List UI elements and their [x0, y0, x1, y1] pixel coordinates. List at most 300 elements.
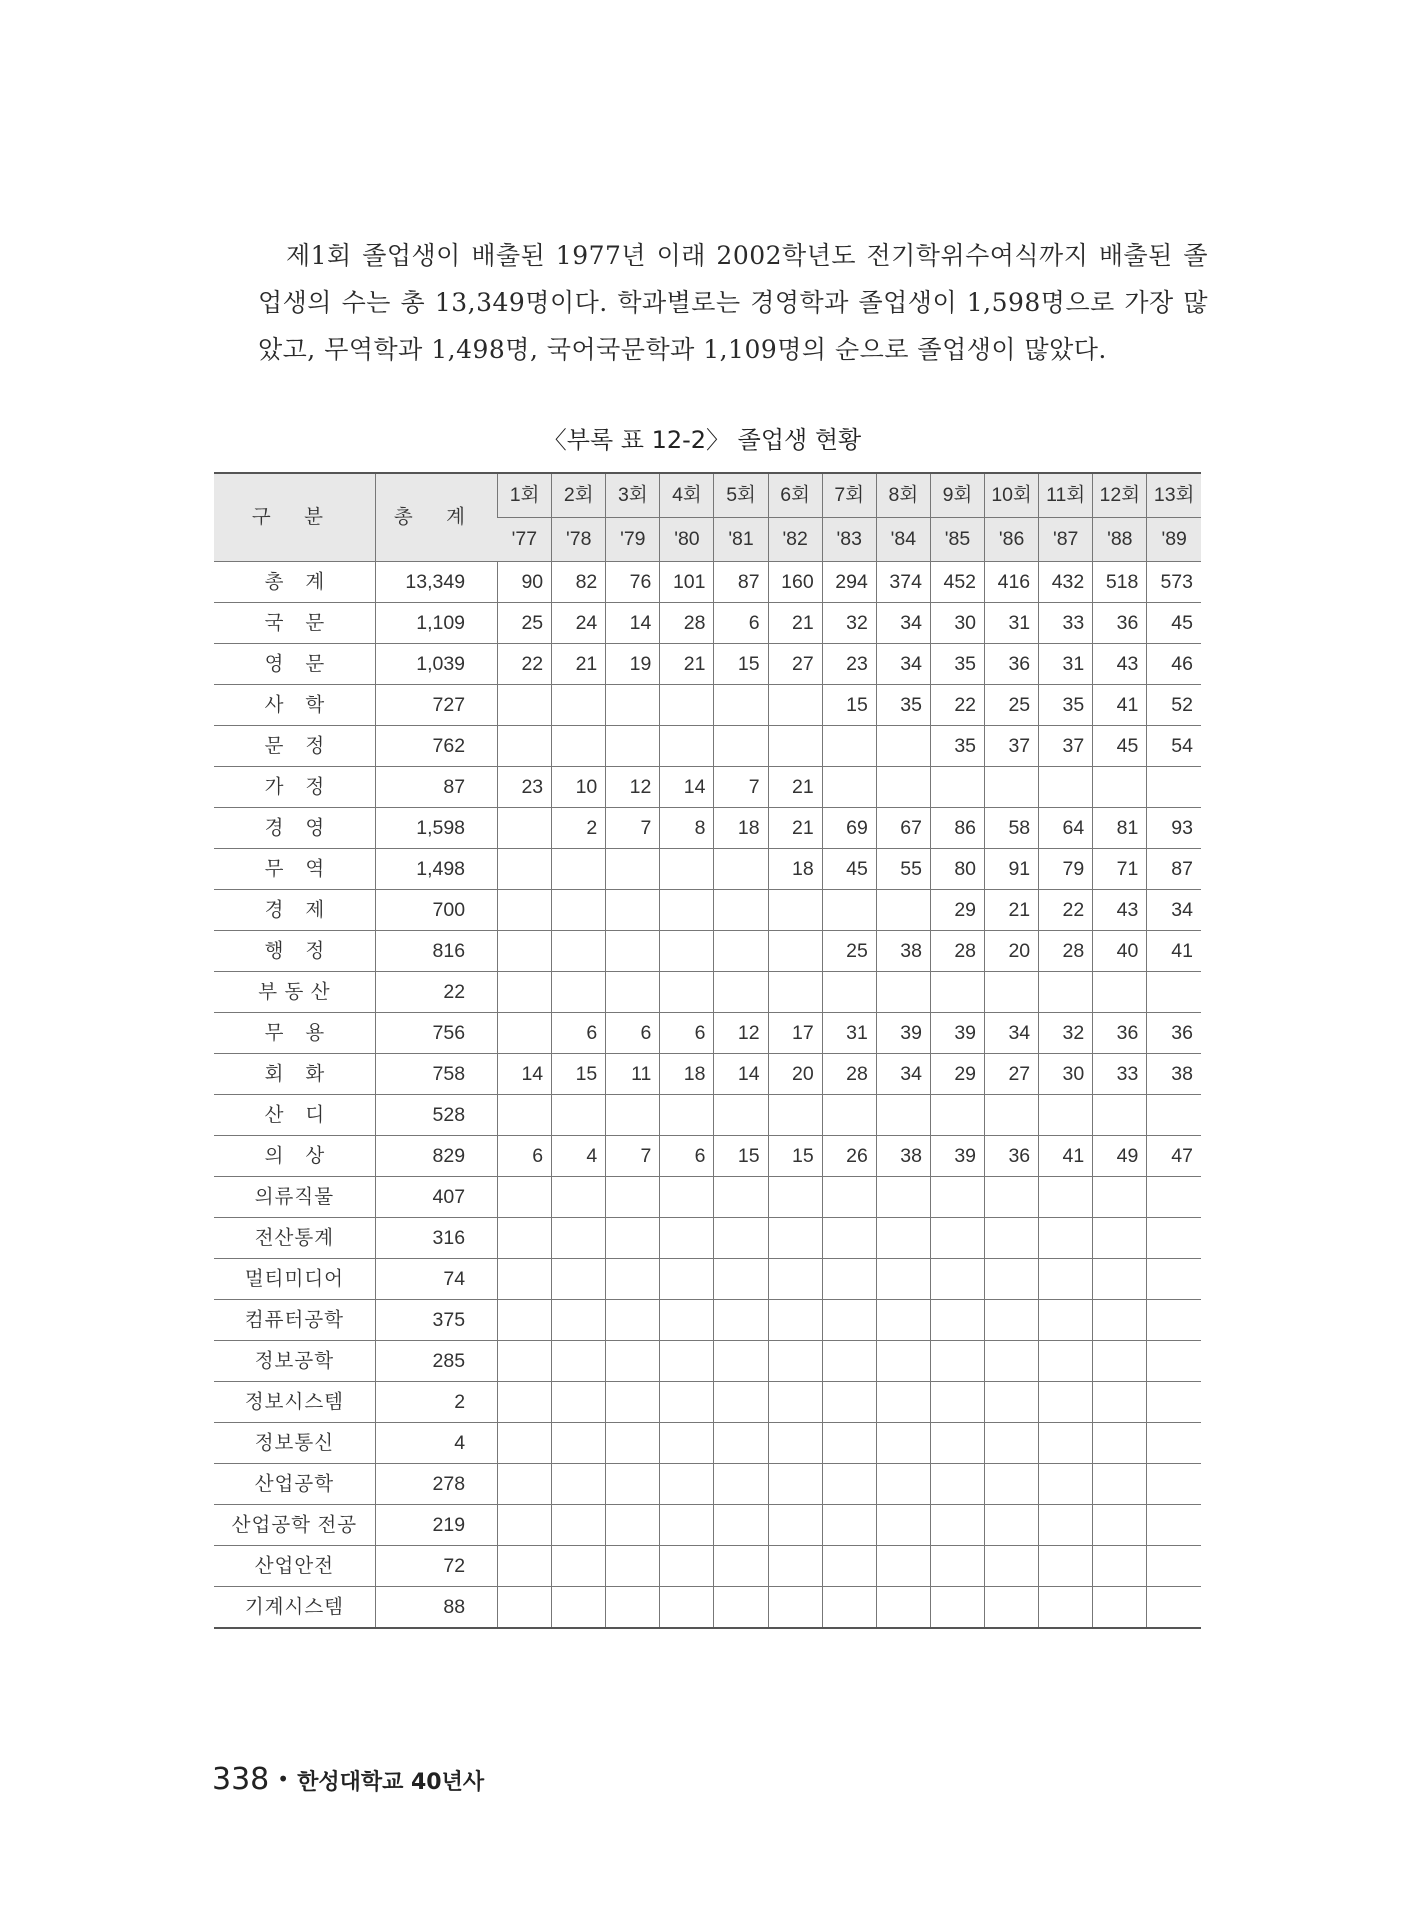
department-total: 87 — [375, 767, 497, 808]
department-total: 88 — [375, 1587, 497, 1629]
graduate-count-cell — [660, 1259, 714, 1300]
graduate-count-cell — [660, 1546, 714, 1587]
graduate-count-cell — [606, 1341, 660, 1382]
graduate-count-cell — [1039, 1464, 1093, 1505]
graduate-count-cell: 28 — [1039, 931, 1093, 972]
graduate-count-cell — [822, 1095, 876, 1136]
graduate-count-cell — [768, 685, 822, 726]
graduate-count-cell — [552, 1546, 606, 1587]
department-total: 407 — [375, 1177, 497, 1218]
graduate-count-cell — [552, 1382, 606, 1423]
graduate-count-cell — [930, 1505, 984, 1546]
graduate-count-cell — [768, 1218, 822, 1259]
graduate-count-cell — [930, 767, 984, 808]
graduate-count-cell — [660, 1587, 714, 1629]
graduate-count-cell — [714, 1341, 768, 1382]
session-header: 7회 — [822, 473, 876, 518]
graduate-count-cell: 52 — [1147, 685, 1201, 726]
table-row — [214, 931, 1201, 972]
graduate-count-cell: 432 — [1039, 562, 1093, 603]
department-total: 528 — [375, 1095, 497, 1136]
graduate-count-cell: 24 — [552, 603, 606, 644]
graduate-count-cell: 6 — [660, 1136, 714, 1177]
table-row — [214, 1177, 1201, 1218]
graduate-count-cell — [822, 890, 876, 931]
graduate-count-cell — [714, 931, 768, 972]
graduate-count-cell: 34 — [876, 644, 930, 685]
graduate-count-cell — [1039, 1259, 1093, 1300]
graduate-count-cell — [1039, 1300, 1093, 1341]
category-header: 구 분 — [214, 473, 375, 562]
graduate-count-cell — [822, 1505, 876, 1546]
graduate-count-cell: 7 — [606, 808, 660, 849]
year-header: '86 — [985, 518, 1039, 562]
department-name: 멀티미디어 — [214, 1259, 375, 1300]
graduate-count-cell — [1147, 1546, 1201, 1587]
graduate-count-cell: 12 — [714, 1013, 768, 1054]
graduate-count-cell — [822, 1341, 876, 1382]
graduate-count-cell — [822, 1177, 876, 1218]
graduate-count-cell: 30 — [1039, 1054, 1093, 1095]
year-header: '82 — [768, 518, 822, 562]
graduate-count-cell — [498, 931, 552, 972]
graduate-count-cell — [876, 890, 930, 931]
graduate-count-cell: 20 — [768, 1054, 822, 1095]
year-header: '83 — [822, 518, 876, 562]
graduate-count-cell: 6 — [660, 1013, 714, 1054]
table-caption: 〈부록 표 12-2〉 졸업생 현황 — [542, 426, 862, 454]
graduate-count-cell — [498, 1177, 552, 1218]
graduate-count-cell — [714, 1095, 768, 1136]
graduate-count-cell — [1093, 1587, 1147, 1629]
graduate-count-cell — [1093, 1382, 1147, 1423]
graduate-count-cell: 22 — [1039, 890, 1093, 931]
graduate-count-cell: 14 — [660, 767, 714, 808]
graduate-count-cell: 38 — [876, 1136, 930, 1177]
department-name: 영문 — [214, 644, 375, 685]
graduate-count-cell — [1093, 972, 1147, 1013]
footer-bullet: • — [277, 1767, 290, 1791]
graduate-count-cell: 15 — [822, 685, 876, 726]
graduate-count-cell — [985, 1546, 1039, 1587]
graduate-count-cell: 39 — [930, 1013, 984, 1054]
graduate-count-cell: 294 — [822, 562, 876, 603]
graduate-count-cell — [822, 1423, 876, 1464]
graduate-count-cell: 71 — [1093, 849, 1147, 890]
graduate-count-cell: 35 — [930, 726, 984, 767]
graduate-count-cell: 32 — [1039, 1013, 1093, 1054]
table-row — [214, 1546, 1201, 1587]
graduate-count-cell — [1147, 1587, 1201, 1629]
graduate-count-cell — [498, 1300, 552, 1341]
year-header: '78 — [552, 518, 606, 562]
graduate-count-cell — [985, 1382, 1039, 1423]
graduate-count-cell: 67 — [876, 808, 930, 849]
graduate-count-cell: 36 — [985, 1136, 1039, 1177]
graduate-count-cell — [768, 1587, 822, 1629]
graduate-count-cell: 18 — [768, 849, 822, 890]
graduate-count-cell: 28 — [660, 603, 714, 644]
department-total: 816 — [375, 931, 497, 972]
graduate-count-cell — [876, 726, 930, 767]
graduate-count-cell — [985, 1341, 1039, 1382]
graduate-count-cell — [552, 1423, 606, 1464]
graduate-count-cell — [714, 849, 768, 890]
department-total: 1,498 — [375, 849, 497, 890]
graduate-count-cell: 23 — [498, 767, 552, 808]
graduate-count-cell: 15 — [768, 1136, 822, 1177]
graduate-count-cell — [660, 1423, 714, 1464]
graduate-count-cell — [985, 1218, 1039, 1259]
graduate-count-cell — [606, 1300, 660, 1341]
graduate-count-cell — [660, 972, 714, 1013]
graduate-count-cell — [822, 1300, 876, 1341]
graduate-count-cell — [660, 685, 714, 726]
graduate-count-cell: 55 — [876, 849, 930, 890]
graduate-count-cell: 2 — [552, 808, 606, 849]
graduate-count-cell — [498, 1259, 552, 1300]
graduate-count-cell: 22 — [498, 644, 552, 685]
graduate-count-cell: 14 — [498, 1054, 552, 1095]
graduate-count-cell — [1147, 1259, 1201, 1300]
graduate-count-cell — [822, 1464, 876, 1505]
graduate-count-cell: 31 — [822, 1013, 876, 1054]
graduate-count-cell — [606, 1177, 660, 1218]
department-name: 행정 — [214, 931, 375, 972]
session-header: 10회 — [985, 473, 1039, 518]
graduate-count-cell — [1039, 1587, 1093, 1629]
graduate-count-cell — [768, 1300, 822, 1341]
graduate-count-cell — [714, 1259, 768, 1300]
graduate-count-cell — [498, 1587, 552, 1629]
graduate-count-cell — [714, 685, 768, 726]
year-header: '81 — [714, 518, 768, 562]
graduate-count-cell: 34 — [985, 1013, 1039, 1054]
graduate-count-cell: 14 — [714, 1054, 768, 1095]
graduate-count-cell — [768, 1423, 822, 1464]
graduate-count-cell — [498, 972, 552, 1013]
graduate-count-cell — [552, 849, 606, 890]
table-row — [214, 890, 1201, 931]
graduate-count-cell — [1039, 972, 1093, 1013]
graduate-count-cell: 518 — [1093, 562, 1147, 603]
graduate-count-cell: 14 — [606, 603, 660, 644]
table-row — [214, 849, 1201, 890]
graduate-count-cell — [1093, 1259, 1147, 1300]
graduate-count-cell: 58 — [985, 808, 1039, 849]
graduate-count-cell — [1093, 1095, 1147, 1136]
graduate-count-cell — [552, 1505, 606, 1546]
graduate-count-cell — [985, 1259, 1039, 1300]
graduate-count-cell: 6 — [714, 603, 768, 644]
graduate-count-cell: 26 — [822, 1136, 876, 1177]
graduate-count-cell: 27 — [768, 644, 822, 685]
table-row — [214, 808, 1201, 849]
table-row — [214, 1054, 1201, 1095]
table-row — [214, 1464, 1201, 1505]
table-row — [214, 1341, 1201, 1382]
session-header: 12회 — [1093, 473, 1147, 518]
graduate-count-cell — [606, 972, 660, 1013]
graduate-count-cell — [930, 1177, 984, 1218]
department-name: 회화 — [214, 1054, 375, 1095]
graduate-count-cell — [498, 1013, 552, 1054]
graduate-count-cell: 39 — [876, 1013, 930, 1054]
graduate-count-cell — [714, 972, 768, 1013]
session-header: 13회 — [1147, 473, 1201, 518]
graduate-count-cell — [552, 1095, 606, 1136]
graduate-count-cell — [822, 1546, 876, 1587]
graduate-count-cell: 47 — [1147, 1136, 1201, 1177]
department-total: 375 — [375, 1300, 497, 1341]
year-header: '87 — [1039, 518, 1093, 562]
department-total: 72 — [375, 1546, 497, 1587]
graduate-count-cell: 37 — [985, 726, 1039, 767]
graduate-count-cell — [606, 1259, 660, 1300]
department-name: 정보시스템 — [214, 1382, 375, 1423]
graduate-count-cell: 101 — [660, 562, 714, 603]
graduate-count-cell: 7 — [606, 1136, 660, 1177]
department-name: 의류직물 — [214, 1177, 375, 1218]
graduate-count-cell — [930, 1259, 984, 1300]
graduate-count-cell — [714, 1218, 768, 1259]
graduate-count-cell — [768, 972, 822, 1013]
intro-text — [258, 232, 1208, 373]
graduate-count-cell — [660, 931, 714, 972]
graduate-count-cell — [1039, 767, 1093, 808]
graduate-count-cell — [660, 1382, 714, 1423]
graduate-count-cell: 15 — [714, 644, 768, 685]
graduate-count-cell: 38 — [1147, 1054, 1201, 1095]
table-row — [214, 562, 1201, 603]
graduate-count-cell — [498, 685, 552, 726]
graduate-count-cell — [930, 1300, 984, 1341]
graduate-count-cell — [930, 1341, 984, 1382]
graduate-count-cell — [1147, 767, 1201, 808]
graduate-count-cell: 20 — [985, 931, 1039, 972]
session-header: 6회 — [768, 473, 822, 518]
graduate-count-cell — [768, 1259, 822, 1300]
table-row — [214, 603, 1201, 644]
department-name: 정보공학 — [214, 1341, 375, 1382]
graduate-count-cell — [606, 1546, 660, 1587]
graduate-count-cell — [498, 1341, 552, 1382]
graduate-count-cell: 21 — [768, 767, 822, 808]
graduate-count-cell — [552, 1587, 606, 1629]
graduate-count-cell: 46 — [1147, 644, 1201, 685]
table-row — [214, 1013, 1201, 1054]
graduate-count-cell — [985, 1505, 1039, 1546]
session-header: 1회 — [498, 473, 552, 518]
graduate-count-cell — [1147, 1177, 1201, 1218]
graduate-count-cell — [1093, 1505, 1147, 1546]
department-name: 경제 — [214, 890, 375, 931]
department-total: 285 — [375, 1341, 497, 1382]
graduate-count-cell — [1039, 1505, 1093, 1546]
graduate-count-cell — [498, 890, 552, 931]
graduate-count-cell: 35 — [930, 644, 984, 685]
graduate-count-cell — [1147, 1218, 1201, 1259]
graduate-count-cell: 93 — [1147, 808, 1201, 849]
graduate-count-cell: 6 — [552, 1013, 606, 1054]
table-row — [214, 972, 1201, 1013]
table-row — [214, 1136, 1201, 1177]
graduate-count-cell — [552, 1341, 606, 1382]
department-name: 산업공학 전공 — [214, 1505, 375, 1546]
graduate-count-cell — [1147, 1095, 1201, 1136]
graduate-count-cell: 76 — [606, 562, 660, 603]
session-header: 11회 — [1039, 473, 1093, 518]
graduate-count-cell — [985, 972, 1039, 1013]
graduate-count-cell — [660, 726, 714, 767]
session-header: 9회 — [930, 473, 984, 518]
graduate-count-cell — [552, 1464, 606, 1505]
department-total: 219 — [375, 1505, 497, 1546]
session-header: 4회 — [660, 473, 714, 518]
book-title: 한성대학교 40년사 — [297, 1770, 485, 1795]
graduate-count-cell — [606, 1464, 660, 1505]
graduate-count-cell — [606, 1423, 660, 1464]
graduate-count-cell — [498, 1546, 552, 1587]
graduate-count-cell: 39 — [930, 1136, 984, 1177]
graduate-count-cell — [930, 1464, 984, 1505]
year-header: '85 — [930, 518, 984, 562]
graduate-count-cell — [876, 1218, 930, 1259]
graduate-count-cell — [552, 1259, 606, 1300]
department-total: 762 — [375, 726, 497, 767]
graduate-count-cell — [768, 1382, 822, 1423]
table-row — [214, 1423, 1201, 1464]
graduate-count-cell — [1039, 1382, 1093, 1423]
graduate-count-cell: 21 — [768, 603, 822, 644]
department-name: 부 동 산 — [214, 972, 375, 1013]
graduate-count-cell: 38 — [876, 931, 930, 972]
department-total: 316 — [375, 1218, 497, 1259]
graduate-count-cell — [714, 1300, 768, 1341]
graduate-count-cell — [498, 849, 552, 890]
department-total: 1,039 — [375, 644, 497, 685]
department-name: 컴퓨터공학 — [214, 1300, 375, 1341]
graduate-count-cell — [552, 1300, 606, 1341]
graduate-count-cell — [660, 1300, 714, 1341]
graduate-count-cell: 8 — [660, 808, 714, 849]
graduate-count-cell — [768, 931, 822, 972]
graduate-count-cell: 37 — [1039, 726, 1093, 767]
graduate-count-cell — [876, 1587, 930, 1629]
department-name: 총계 — [214, 562, 375, 603]
graduate-count-cell: 18 — [660, 1054, 714, 1095]
graduate-count-cell: 23 — [822, 644, 876, 685]
graduate-count-cell — [606, 1587, 660, 1629]
graduate-count-cell — [768, 1546, 822, 1587]
graduate-count-cell — [1039, 1095, 1093, 1136]
graduate-count-cell — [768, 1505, 822, 1546]
graduate-count-cell — [876, 1464, 930, 1505]
graduate-count-cell — [714, 726, 768, 767]
table-row — [214, 1587, 1201, 1629]
graduate-count-cell — [498, 1382, 552, 1423]
graduate-count-cell — [822, 1259, 876, 1300]
graduate-count-cell — [876, 1546, 930, 1587]
session-header: 8회 — [876, 473, 930, 518]
graduate-count-cell: 21 — [660, 644, 714, 685]
graduate-count-cell: 25 — [498, 603, 552, 644]
graduate-count-cell: 21 — [985, 890, 1039, 931]
graduate-count-cell — [876, 1177, 930, 1218]
graduate-count-cell — [1147, 1464, 1201, 1505]
graduate-count-cell — [985, 1587, 1039, 1629]
graduate-count-cell: 416 — [985, 562, 1039, 603]
graduate-count-cell: 6 — [498, 1136, 552, 1177]
department-total: 727 — [375, 685, 497, 726]
session-header: 2회 — [552, 473, 606, 518]
graduate-count-cell — [1147, 1300, 1201, 1341]
table-row — [214, 767, 1201, 808]
graduate-count-cell: 36 — [1093, 603, 1147, 644]
department-total: 758 — [375, 1054, 497, 1095]
graduate-count-cell — [1093, 1546, 1147, 1587]
graduate-count-cell: 82 — [552, 562, 606, 603]
graduate-count-cell: 87 — [714, 562, 768, 603]
graduate-count-cell — [985, 1095, 1039, 1136]
graduate-count-cell: 45 — [1147, 603, 1201, 644]
year-header: '77 — [498, 518, 552, 562]
table-row — [214, 1095, 1201, 1136]
graduate-count-cell — [552, 890, 606, 931]
graduate-count-cell — [606, 931, 660, 972]
graduate-count-cell — [985, 1300, 1039, 1341]
graduate-count-cell — [876, 1382, 930, 1423]
department-name: 산디 — [214, 1095, 375, 1136]
graduate-count-cell: 21 — [552, 644, 606, 685]
graduate-count-cell: 15 — [552, 1054, 606, 1095]
department-total: 13,349 — [375, 562, 497, 603]
graduate-count-cell: 29 — [930, 890, 984, 931]
table-body — [214, 562, 1201, 1629]
graduate-count-cell — [876, 972, 930, 1013]
table-header — [214, 473, 1201, 562]
graduate-count-cell — [498, 808, 552, 849]
graduate-count-cell — [930, 1382, 984, 1423]
graduate-count-cell: 19 — [606, 644, 660, 685]
graduate-count-cell: 90 — [498, 562, 552, 603]
graduate-count-cell — [660, 1177, 714, 1218]
graduate-count-cell — [498, 1095, 552, 1136]
graduate-count-cell: 32 — [822, 603, 876, 644]
graduate-count-cell — [930, 1546, 984, 1587]
graduate-count-cell — [660, 1505, 714, 1546]
graduate-count-cell — [552, 1177, 606, 1218]
graduate-count-cell — [1039, 1218, 1093, 1259]
graduate-count-cell — [1093, 1464, 1147, 1505]
graduate-count-cell — [930, 1095, 984, 1136]
graduate-count-cell — [714, 1464, 768, 1505]
graduate-count-cell: 12 — [606, 767, 660, 808]
graduate-count-cell — [1093, 1218, 1147, 1259]
graduate-count-cell: 27 — [985, 1054, 1039, 1095]
department-total: 4 — [375, 1423, 497, 1464]
graduate-count-cell — [876, 1259, 930, 1300]
graduate-count-cell — [876, 1423, 930, 1464]
total-header: 총 계 — [375, 473, 497, 562]
graduate-count-cell: 34 — [876, 603, 930, 644]
page-number: 338 — [212, 1762, 270, 1797]
graduate-count-cell — [714, 1177, 768, 1218]
graduate-count-cell — [768, 726, 822, 767]
graduate-count-cell — [768, 1177, 822, 1218]
graduate-count-cell: 45 — [822, 849, 876, 890]
year-header: '84 — [876, 518, 930, 562]
